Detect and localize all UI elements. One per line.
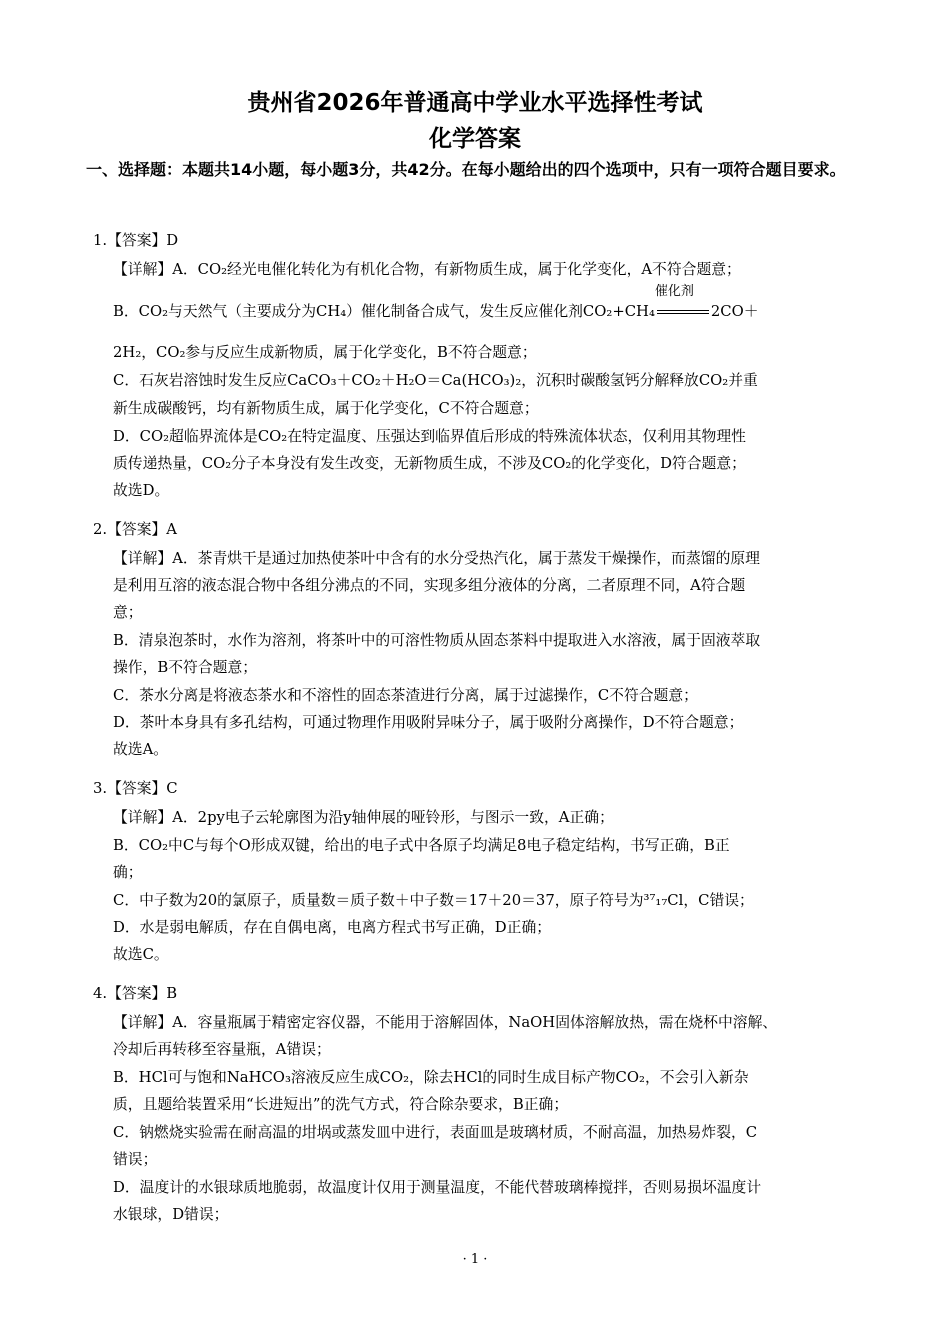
answer-line-text: D．CO₂超临界流体是CO₂在特定温度、压强达到临界值后形成的特殊流体状态，仅利用其物理性 — [113, 428, 746, 445]
answer-line — [93, 520, 177, 540]
answer-line — [113, 284, 759, 322]
answer-line — [113, 1068, 749, 1088]
answer-line — [113, 1040, 331, 1060]
answer-line — [113, 891, 754, 911]
answer-line-text: 错误； — [113, 1151, 158, 1168]
answer-line-text: 1.【答案】D — [93, 232, 179, 249]
answer-line — [113, 576, 745, 596]
answer-line-text: D．茶叶本身具有多孔结构，可通过物理作用吸附异味分子，属于吸附分离操作，D不符合题意； — [113, 714, 744, 731]
answer-line-tail: 2CO＋ — [710, 303, 759, 320]
answer-line — [113, 1150, 157, 1170]
answer-line-text: B．HCl可与饱和NaHCO₃溶液反应生成CO₂，除去HCl的同时生成目标产物CO₂，不会引入新杂 — [113, 1069, 749, 1086]
answer-line — [113, 740, 168, 760]
answer-line — [113, 1178, 761, 1198]
answer-line-text: C．中子数为20的氯原子，质量数＝质子数＋中子数＝17＋20＝37，原子符号为³⁷₁₇Cl，C错误； — [113, 892, 754, 909]
answer-line — [113, 808, 614, 828]
answer-line-text: 操作，B不符合题意； — [113, 659, 258, 676]
answer-line — [113, 343, 537, 363]
answer-line — [113, 836, 730, 856]
answer-line-text: B．清泉泡茶时，水作为溶剂，将茶叶中的可溶性物质从固态茶料中提取进入水溶液，属于固液萃取 — [113, 632, 761, 649]
answer-line — [113, 1095, 568, 1115]
answer-line-text: 【详解】A．容量瓶属于精密定容仪器，不能用于溶解固体，NaOH固体溶解放热，需在烧杯中溶解、 — [113, 1014, 778, 1031]
page-title: 贵州省2026年普通高中学业水平选择性考试 — [247, 90, 703, 116]
answer-line-text: B．CO₂中C与每个O形成双键，给出的电子式中各原子均满足8电子稳定结构，书写正确，B正 — [113, 837, 730, 854]
answer-line — [113, 454, 746, 474]
answer-line-text: C．石灰岩溶蚀时发生反应CaCO₃＋CO₂＋H₂O＝Ca(HCO₃)₂，沉积时碳酸氢钙分解释放CO₂并重 — [113, 372, 758, 389]
answer-line-text: B．CO₂与天然气（主要成分为CH₄）催化制备合成气，发生反应催化剂CO₂+CH₄ — [113, 303, 655, 320]
answer-line-text: 质传递热量，CO₂分子本身没有发生改变，无新物质生成，不涉及CO₂的化学变化，D符合题意； — [113, 455, 746, 472]
answer-line-text: 确； — [113, 864, 143, 881]
answer-line — [113, 1013, 777, 1033]
answer-line — [113, 863, 143, 883]
answer-line-text: 4.【答案】B — [93, 985, 178, 1002]
answer-line-text: D．水是弱电解质，存在自偶电离，电离方程式书写正确，D正确； — [113, 919, 552, 936]
answer-line-text: 3.【答案】C — [93, 780, 178, 797]
answer-line-text: C．茶水分离是将液态茶水和不溶性的固态茶渣进行分离，属于过滤操作，C不符合题意； — [113, 687, 698, 704]
answer-line-text: 水银球，D错误； — [113, 1206, 229, 1223]
answer-line-text: 冷却后再转移至容量瓶，A错误； — [113, 1041, 331, 1058]
section-heading: 一、选择题：本题共14小题，每小题3分，共42分。在每小题给出的四个选项中，只有一项符合题目要求。 — [86, 160, 846, 179]
reaction-arrow — [654, 284, 711, 322]
page-subtitle: 化学答案 — [429, 126, 521, 152]
answer-line-text: 【详解】A．茶青烘干是通过加热使茶叶中含有的水分受热汽化，属于蒸发干燥操作，而蒸馏的原理 — [113, 550, 760, 567]
answer-line — [113, 427, 746, 447]
answer-line-text: 新生成碳酸钙，均有新物质生成，属于化学变化，C不符合题意； — [113, 400, 539, 417]
answer-line — [113, 371, 758, 391]
answer-line-text: 故选A。 — [113, 741, 169, 758]
answer-line-text: 2.【答案】A — [93, 521, 177, 538]
answer-line-text: 是利用互溶的液态混合物中各组分沸点的不同，实现多组分液体的分离，二者原理不同，A符合题 — [113, 577, 746, 594]
answer-line-text: D．温度计的水银球质地脆弱，故温度计仅用于测量温度，不能代替玻璃棒搅拌，否则易损坏温度计 — [113, 1179, 762, 1196]
answer-line — [113, 713, 743, 733]
answer-line — [113, 549, 760, 569]
answer-line — [113, 658, 257, 678]
answer-line-text: 2H₂，CO₂参与反应生成新物质，属于化学变化，B不符合题意； — [113, 344, 537, 361]
answer-line-text: 故选D。 — [113, 482, 170, 499]
answer-line — [113, 260, 741, 280]
answer-line — [113, 1123, 757, 1143]
answer-line-text: 质，且题给装置采用“长进短出”的洗气方式，符合除杂要求，B正确； — [113, 1096, 569, 1113]
answer-line — [93, 231, 178, 251]
answer-line — [113, 481, 169, 501]
answer-line — [93, 984, 177, 1004]
answer-line — [113, 945, 169, 965]
answer-line — [113, 603, 143, 623]
answer-line — [113, 1205, 228, 1225]
answer-line-text: 故选C。 — [113, 946, 169, 963]
answer-line-text: 【详解】A．2py电子云轮廓图为沿y轴伸展的哑铃形，与图示一致，A正确； — [113, 809, 614, 826]
answer-line-text: C．钠燃烧实验需在耐高温的坩埚或蒸发皿中进行，表面皿是玻璃材质，不耐高温，加热易炸裂，C — [113, 1124, 758, 1141]
answer-line-text: 【详解】A．CO₂经光电催化转化为有机化合物，有新物质生成，属于化学变化，A不符合题意； — [113, 261, 741, 278]
page-number: · 1 · — [462, 1252, 488, 1267]
answer-line — [113, 686, 698, 706]
answer-line — [113, 918, 551, 938]
answer-line-text: 意； — [113, 604, 143, 621]
answer-line — [113, 631, 760, 651]
catalyst-label: 催化剂 — [654, 284, 694, 299]
answer-line — [93, 779, 178, 799]
answer-line — [113, 399, 539, 419]
